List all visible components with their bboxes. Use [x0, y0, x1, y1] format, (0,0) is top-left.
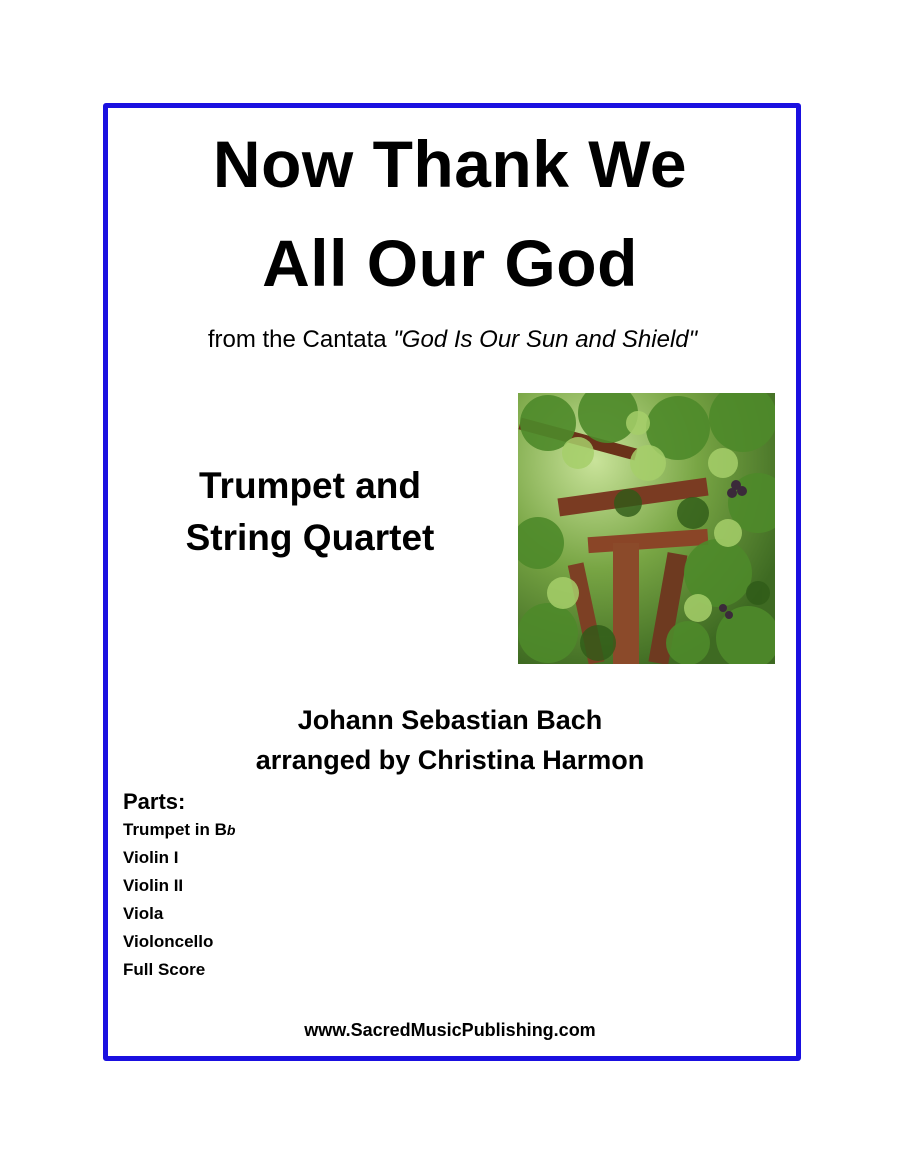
- subtitle: [0, 326, 900, 354]
- parts-heading: Parts:: [123, 789, 186, 814]
- part-item-violin-1: [123, 848, 235, 876]
- flat-symbol: b: [226, 822, 236, 838]
- subtitle-cantata-name: "God Is Our Sun and Shield": [393, 326, 698, 353]
- grapevine-illustration: [518, 393, 775, 664]
- title-line-1: Now Thank We: [212, 127, 688, 201]
- subtitle-prefix: from the Cantata: [207, 326, 394, 353]
- part-label: Violin I: [123, 848, 179, 867]
- instrumentation-line-2: String Quartet: [185, 517, 435, 558]
- part-label: Full Score: [123, 960, 206, 979]
- part-item-violin-2: [123, 876, 235, 904]
- composer-name: Johann Sebastian Bach: [297, 705, 603, 735]
- instrumentation-line-1: Trumpet and: [198, 465, 422, 506]
- part-item-violoncello: [123, 932, 235, 960]
- part-label: Violin II: [123, 876, 184, 895]
- part-item-viola: [123, 904, 235, 932]
- part-label: Violoncello: [123, 932, 214, 951]
- part-item-full-score: [123, 960, 235, 988]
- arranger-credit: arranged by Christina Harmon: [255, 745, 645, 775]
- part-label: Viola: [123, 904, 164, 923]
- part-item-trumpet: [123, 820, 235, 848]
- parts-list: [123, 820, 235, 988]
- publisher-website[interactable]: www.SacredMusicPublishing.com: [304, 1020, 596, 1040]
- title-line-2: All Our God: [262, 226, 638, 300]
- part-label: Trumpet in B: [123, 820, 227, 839]
- cover-photo-grapevine: [518, 393, 775, 664]
